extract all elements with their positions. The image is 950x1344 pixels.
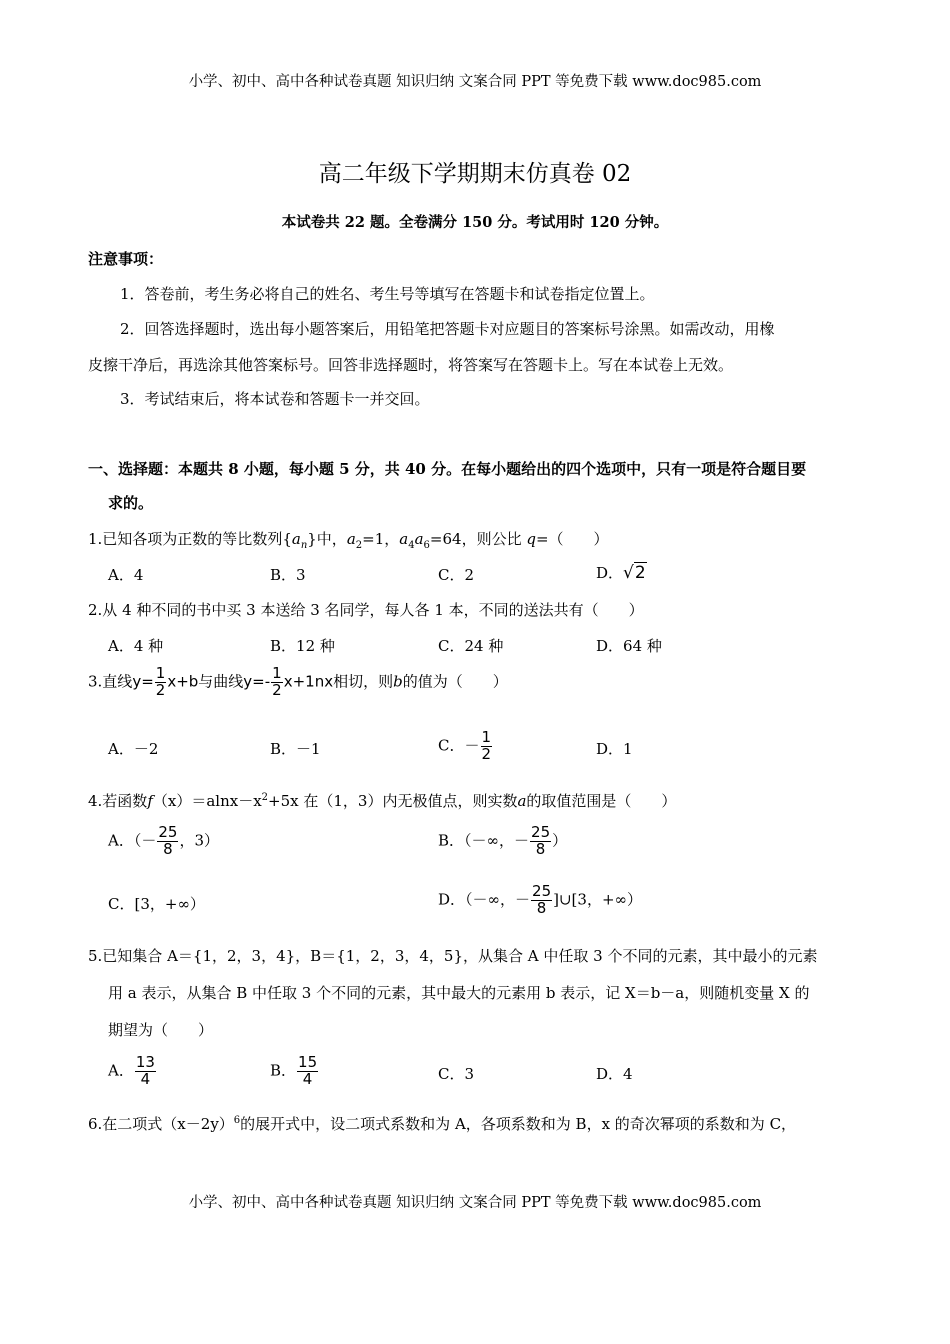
q2-option-c: C．24 种	[438, 637, 504, 655]
section-heading-1: 一、选择题：本题共 8 小题，每小题 5 分，共 40 分。在每小题给出的四个选项中，只有一项是符合题目要	[88, 460, 807, 478]
section-heading-2: 求的。	[108, 494, 154, 512]
q3-option-b: B．－1	[270, 740, 321, 758]
q4-option-a: A．（－ $\frac{25}{8}$ ，3）	[108, 823, 219, 858]
q1-option-c: C．2	[438, 566, 475, 584]
q2-option-d: D．64 种	[596, 637, 662, 655]
question-1: 1.已知各项为正数的等比数列$\{a_n\}$中，$a_2=1$，$a_4a_6=64$，则公比 q=（ ）	[88, 530, 609, 551]
note-1: 1．答卷前，考生务必将自己的姓名、考生号等填写在答题卡和试卷指定位置上。	[120, 285, 655, 303]
question-5-line-2: 用 a 表示，从集合 B 中任取 3 个不同的元素，其中最大的元素用 b 表示，记 X＝b－a，则随机变量 X 的	[108, 984, 810, 1002]
q1-option-a: A．4	[108, 566, 144, 584]
question-3: 3.直线y= $\frac{1}{2}$ x+b与曲线y=- $\frac{1}{2}$ x+1nx相切，则b的值为（ ）	[88, 664, 508, 699]
q3-option-a: A．－2	[108, 740, 159, 758]
q3-option-c: C．－ $\frac{1}{2}$	[438, 728, 492, 763]
question-6: 6.在二项式$(x-2y)^6$的展开式中，设二项式系数和为 A，各项系数和为 B，x 的奇次幂项的系数和为 C，	[88, 1115, 797, 1133]
note-2b: 皮擦干净后，再选涂其他答案标号。回答非选择题时，将答案写在答题卡上。写在本试卷上无效。	[88, 356, 734, 374]
question-5-line-1: 5.已知集合 A＝{1，2，3，4}，B＝{1，2，3，4，5}，从集合 A 中任取 3 个不同的元素，其中最小的元素	[88, 947, 818, 965]
notes-heading: 注意事项：	[88, 250, 164, 268]
q2-option-a: A．4 种	[108, 637, 164, 655]
q3-option-d: D．1	[596, 740, 633, 758]
q5-option-b: B． $\frac{15}{4}$	[270, 1053, 318, 1088]
q5-option-c: C．3	[438, 1065, 475, 1083]
page-header: 小学、初中、高中各种试卷真题 知识归纳 文案合同 PPT 等免费下载 www.doc985.com	[188, 74, 762, 90]
q5-option-a: A． $\frac{13}{4}$	[108, 1053, 155, 1088]
exam-info: 本试卷共 22 题。全卷满分 150 分。考试用时 120 分钟。	[281, 214, 669, 231]
q1-option-d: D．√2	[596, 563, 646, 583]
question-5-line-3: 期望为（ ）	[108, 1021, 214, 1039]
q4-option-b: B．（－∞，－ $\frac{25}{8}$ ）	[438, 823, 568, 858]
q1-option-b: B．3	[270, 566, 306, 584]
question-2: 2.从 4 种不同的书中买 3 本送给 3 名同学，每人各 1 本，不同的送法共有（ ）	[88, 601, 644, 619]
note-2a: 2．回答选择题时，选出每小题答案后，用铅笔把答题卡对应题目的答案标号涂黑。如需改动，用橡	[120, 320, 775, 338]
note-3: 3．考试结束后，将本试卷和答题卡一并交回。	[120, 390, 430, 408]
page-footer: 小学、初中、高中各种试卷真题 知识归纳 文案合同 PPT 等免费下载 www.doc985.com	[188, 1195, 762, 1211]
q4-option-d: D．（－∞，－ $\frac{25}{8}$ ]∪[3，+∞）	[438, 882, 643, 917]
question-4: 4.若函数$f(x)=alnx-x^2+5x$ 在（1，3）内无极值点，则实数a的取值范围是（ ）	[88, 792, 677, 810]
page-title: 高二年级下学期期末仿真卷 02	[318, 161, 632, 187]
q4-option-c: C．[3，+∞）	[108, 895, 205, 913]
q2-option-b: B．12 种	[270, 637, 335, 655]
q5-option-d: D．4	[596, 1065, 633, 1083]
